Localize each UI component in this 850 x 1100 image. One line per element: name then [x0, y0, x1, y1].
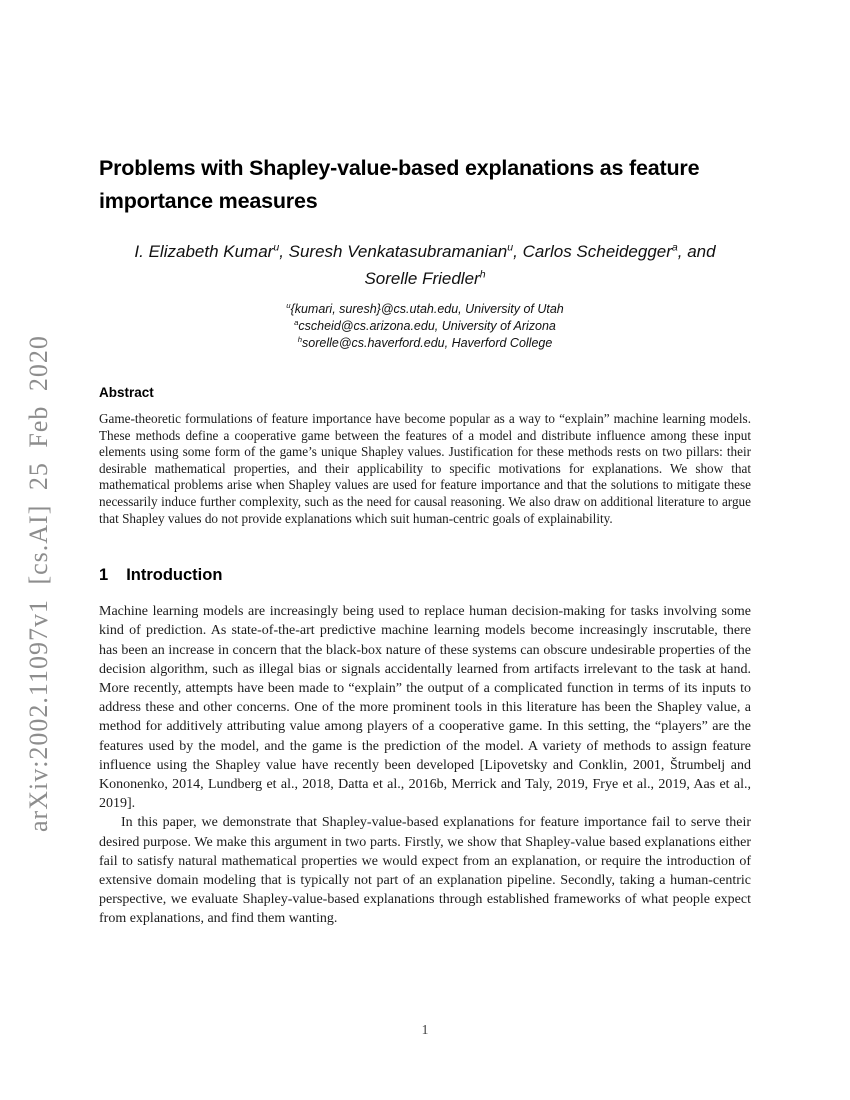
page-number: 1 [421, 1022, 429, 1037]
body-paragraph-2: In this paper, we demonstrate that Shapley-value-based explanations for feature importance fail to serve their desired purpose. We make this argument in two parts. Firstly, we show that Shapley-value based explanations either fail to satisfy natural mathematical properties we would expect from an explanation, or require the introduction of extensive domain modeling that is typically not part of an explanation pipeline. Secondly, taking a human-centric perspective, we evaluate Shapley-value-based explanations through established frameworks of what people expect from explanations, and find them wanting. [99, 815, 751, 927]
author-line-1 [99, 238, 751, 265]
affiliations-block [99, 301, 751, 352]
author-affiliation-mark: h [479, 268, 486, 281]
section-heading-introduction [99, 566, 751, 585]
affiliation-mark: a [294, 317, 299, 327]
affiliation-text: sorelle@cs.haverford.edu, Haverford College [302, 336, 553, 350]
author-affiliation-mark: u [507, 241, 514, 254]
affiliation-line [99, 335, 751, 352]
affiliation-line [99, 301, 751, 318]
author-affiliation-mark: a [671, 241, 678, 254]
section-number: 1 [99, 566, 109, 585]
author-separator: , and [677, 242, 716, 261]
affiliation-text: cscheid@cs.arizona.edu, University of Arizona [298, 319, 556, 333]
author-separator: , [279, 242, 289, 261]
affiliation-mark: u [286, 300, 291, 310]
author-name: Sorelle Friedler [364, 269, 480, 288]
abstract-heading: Abstract [99, 385, 154, 400]
author-name: Suresh Venkatasubramanian [288, 242, 508, 261]
author-block [99, 238, 751, 292]
author-separator: , [513, 242, 523, 261]
affiliation-mark: h [297, 334, 302, 344]
arxiv-watermark: arXiv:2002.11097v1 [cs.AI] 25 Feb 2020 [24, 335, 53, 832]
author-affiliation-mark: u [273, 241, 280, 254]
affiliation-line [99, 318, 751, 335]
author-line-2 [99, 265, 751, 292]
author-name: I. Elizabeth Kumar [134, 242, 274, 261]
section-title: Introduction [126, 566, 223, 585]
paper-content [99, 152, 751, 929]
affiliation-text: {kumari, suresh}@cs.utah.edu, University of Utah [290, 302, 564, 316]
abstract-text: Game-theoretic formulations of feature importance have become popular as a way to “explain” machine learning models. These methods define a cooperative game between the features of a model and distribute influence among these input elements using some form of the game’s unique Shapley values. Justification for these methods rests on two pillars: their desirable mathematical properties, and their applicability to specific motivations for explanations. We show that mathematical problems arise when Shapley values are used for feature importance and that the solutions to mitigate these necessarily induce further complexity, such as the need for causal reasoning. We also draw on additional literature to argue that Shapley values do not provide explanations which suit human-centric goals of explainability. [99, 411, 751, 526]
author-name: Carlos Scheidegger [522, 242, 672, 261]
paper-title: Problems with Shapley-value-based explanations as feature importance measures [99, 156, 700, 213]
body-paragraph-1: Machine learning models are increasingly being used to replace human decision-making for tasks involving some kind of prediction. As state-of-the-art predictive machine learning models become increasingly inscrutable, there has been an increase in concern that the black-box nature of these systems can obscure undesirable properties of the decision algorithm, such as illegal bias or signals accidentally learned from artifacts irrelevant to the task at hand. More recently, attempts have been made to “explain” the output of a complicated function in terms of its inputs to address these and other concerns. One of the more prominent tools in this literature has been the Shapley value, a method for additively attributing value among players of a cooperative game. In this setting, the “players” are the features used by the model, and the game is the prediction of the model. A variety of methods to assign feature influence using the Shapley value have recently been developed [Lipovetsky and Conklin, 2001, Štrumbelj and Kononenko, 2014, Lundberg et al., 2018, Datta et al., 2016b, Merrick and Taly, 2019, Frye et al., 2019, Aas et al., 2019]. [99, 604, 751, 812]
